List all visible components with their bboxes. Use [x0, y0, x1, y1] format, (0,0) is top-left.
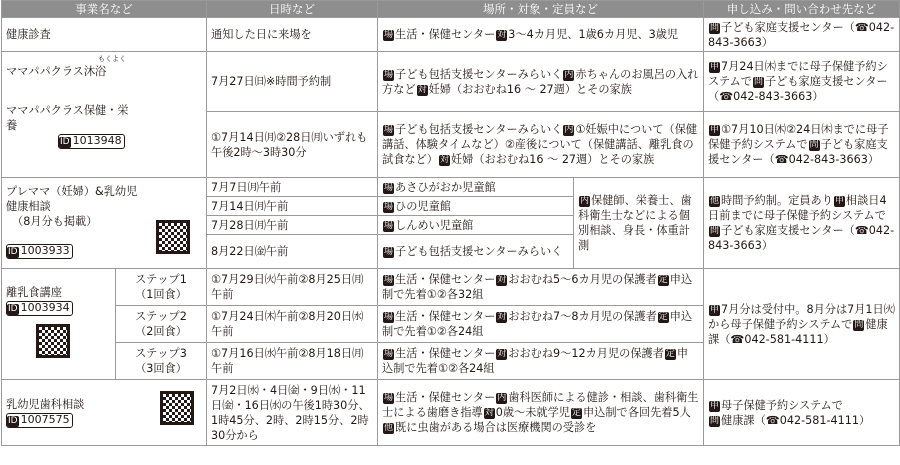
event-date: 通知した日に来場を — [207, 18, 378, 52]
event-place-target — [378, 306, 704, 343]
label-inquiry: 問 — [710, 226, 720, 236]
page-id-badge — [58, 134, 125, 149]
place-text: 生活・保健センター — [395, 273, 496, 286]
label-capacity: 定 — [658, 275, 668, 285]
label-place: 場 — [384, 125, 394, 135]
id-label: ID — [60, 137, 70, 147]
ruby-text: もくよく — [98, 55, 126, 63]
page-id: 1007575 — [20, 413, 70, 426]
header-contact: 申し込み・問い合わせ先など — [704, 1, 900, 18]
place-text: 子ども包括支援センターみらいく — [395, 67, 563, 81]
event-date: 7月27日㈰※時間予約制 — [207, 52, 378, 112]
label-apply: 申 — [710, 400, 720, 411]
qr-code-icon — [156, 220, 190, 254]
event-name — [2, 380, 207, 446]
event-place-target — [378, 52, 704, 112]
target-text: おおむね9～12カ月児の保護者 — [508, 347, 664, 360]
header-place-target: 場所・対象・定員など — [378, 1, 704, 18]
phone-number: 042-843-3663） — [733, 90, 824, 103]
table-row-mama-1 — [2, 52, 900, 112]
step-title: ステップ1 — [135, 273, 187, 286]
page-id-badge — [6, 413, 73, 428]
apply-text: 相談日4日前までに母子保健予約システムで — [708, 194, 887, 222]
phone-icon: ☎ — [719, 90, 734, 103]
content-text: ①妊娠中について（保健講話、体験タイムなど）②産後について（保健講話、離乳食の試食など） — [382, 123, 698, 166]
id-label: ID — [8, 304, 18, 314]
table-header — [2, 1, 900, 18]
capacity-text: 申込制で先着①②各32組 — [382, 273, 693, 301]
event-contact — [704, 52, 900, 112]
place-text: 生活・保健センター — [395, 310, 496, 323]
label-inquiry: 問 — [710, 415, 720, 426]
label-place: 場 — [384, 247, 394, 257]
place-text: しんめい児童館 — [395, 218, 474, 232]
contact-text: 子ども家庭支援センター（ — [708, 138, 888, 166]
table-row-kenko — [2, 18, 900, 52]
event-place — [378, 197, 574, 216]
label-content: 内 — [580, 196, 590, 206]
event-date: 7月2日㈬・4日㈮・9日㈬・11日㈮・16日㈬の午後1時30分、1時45分、2時、2時15分、2時30分から — [207, 380, 378, 446]
page-id: 1013948 — [72, 134, 122, 147]
label-target: 対 — [497, 275, 507, 285]
label-apply: 申 — [710, 62, 720, 72]
place-text: ひの児童館 — [395, 199, 451, 213]
label-inquiry: 問 — [809, 140, 819, 150]
event-place-target — [378, 343, 704, 380]
event-name-2: ママパパクラス保健・栄養 — [6, 104, 129, 132]
event-contact — [704, 18, 900, 52]
event-place-target — [378, 18, 704, 52]
apply-text: 7月24日㈭までに母子保健予約システムで — [708, 60, 888, 88]
event-place — [378, 178, 574, 197]
target-text: 0歳～未就学児 — [495, 406, 570, 419]
place-text: 子ども包括支援センターみらいく — [395, 123, 563, 136]
phone-number: 042-843-3663） — [788, 153, 880, 166]
event-content — [574, 178, 704, 269]
label-place: 場 — [384, 220, 394, 231]
phone-number: 042-581-4111） — [744, 332, 835, 346]
step-title: ステップ3 — [135, 347, 187, 360]
label-target: 対 — [417, 84, 427, 95]
apply-text: 7月分は受付中。8月分は7月1日㈫から母子保健予約システムで — [708, 302, 895, 331]
label-inquiry: 問 — [854, 319, 864, 330]
event-name-1: 乳幼児歯科相談 — [6, 398, 85, 411]
label-place: 場 — [384, 312, 394, 322]
table-row-pre-1 — [2, 178, 900, 197]
event-date: ①7月24日㈭午前②8月20日㈬午前 — [207, 306, 378, 343]
event-contact — [704, 112, 900, 178]
page-id: 1003933 — [20, 244, 70, 257]
contact-text: 健康課（ — [721, 413, 766, 427]
event-name: 健康診査 — [2, 18, 207, 52]
step-sub: （3回食） — [135, 362, 187, 375]
place-text: 子ども包括支援センターみらいく — [395, 245, 563, 258]
label-apply: 申 — [710, 125, 720, 135]
contact-text: 子ども家庭支援センター（ — [708, 75, 888, 103]
place-text: 生活・保健センター — [395, 391, 496, 404]
label-apply: 申 — [710, 304, 720, 315]
event-place — [378, 216, 574, 235]
label-place: 場 — [384, 349, 394, 359]
event-contact — [704, 178, 900, 269]
step-sub: （2回食） — [135, 325, 187, 338]
step-label — [116, 343, 207, 380]
capacity-text: 申込制で先着①②各24組 — [382, 347, 689, 375]
event-name-2: （8月分も掲載） — [12, 215, 98, 228]
step-label — [116, 269, 207, 306]
qr-code-icon — [36, 324, 70, 358]
phone-number: 042-843-3663） — [708, 224, 895, 252]
place-text: 生活・保健センター — [395, 28, 496, 41]
schedule-table — [1, 0, 900, 446]
event-name-1: 離乳食講座 — [6, 286, 62, 299]
phone-number: 042-843-3663） — [708, 20, 895, 49]
id-label: ID — [8, 416, 18, 426]
event-date: ①7月16日㈬午前②8月18日㈪午前 — [207, 343, 378, 380]
label-place: 場 — [384, 275, 394, 285]
label-content: 内 — [564, 69, 574, 80]
event-date: 7月7日㈪午前 — [207, 178, 378, 197]
capacity-text: 申込制で各回先着5人 — [582, 406, 691, 419]
label-capacity: 定 — [571, 408, 581, 418]
target-text: 妊婦（おおむね16 ～ 27週）とその家族 — [450, 153, 655, 166]
table-row-shika — [2, 380, 900, 446]
label-target: 対 — [484, 408, 494, 418]
event-name — [2, 52, 207, 178]
page-id-badge — [6, 301, 73, 316]
place-text: 生活・保健センター — [395, 347, 496, 360]
label-target: 対 — [497, 349, 507, 359]
phone-icon: ☎ — [854, 224, 869, 237]
target-text: おおむね5～6カ月児の保護者 — [508, 273, 657, 286]
header-datetime: 日時など — [207, 1, 378, 18]
label-apply: 申 — [834, 196, 844, 206]
label-target: 対 — [497, 312, 507, 322]
header-event-name: 事業名など — [2, 1, 207, 18]
label-place: 場 — [384, 393, 394, 403]
event-name — [2, 178, 207, 269]
step-title: ステップ2 — [135, 310, 187, 323]
apply-text: ①7月10日㈭②24日㈭までに母子保健予約システムで — [708, 123, 889, 151]
event-place-target — [378, 380, 704, 446]
label-other: 他 — [710, 196, 720, 206]
capacity-text: 申込制で先着①②各24組 — [382, 310, 693, 338]
step-sub: （1回食） — [135, 288, 187, 301]
phone-number: 042-581-4111） — [779, 413, 871, 427]
table-row-rinyu-1 — [2, 269, 900, 306]
content-text: 保健師、栄養士、歯科衛生士などによる個別相談、身長・体重計測 — [578, 194, 692, 252]
target-text: おおむね7～8カ月児の保護者 — [508, 310, 657, 323]
label-inquiry: 問 — [710, 22, 720, 33]
contact-text: 子ども家庭支援センター（ — [721, 224, 855, 237]
event-date: 7月28日㈪午前 — [207, 216, 378, 235]
event-name-1: プレママ（妊婦）&乳幼児健康相談 — [6, 185, 138, 213]
label-place: 場 — [384, 201, 394, 212]
page-id: 1003934 — [20, 301, 70, 314]
label-place: 場 — [384, 69, 394, 80]
label-place: 場 — [384, 30, 394, 40]
label-inquiry: 問 — [753, 77, 763, 87]
other-text: 時間予約制。定員あり — [721, 194, 833, 207]
event-date: ①7月14日㈪②28日㈪いずれも午後2時～3時30分 — [207, 112, 378, 178]
label-target: 対 — [439, 155, 449, 165]
place-text: あさひがおか児童館 — [395, 180, 496, 194]
target-text: 妊婦（おおむね16 ～ 27週）とその家族 — [428, 82, 632, 96]
id-label: ID — [8, 247, 18, 257]
contact-text: 健康課（ — [708, 317, 888, 346]
step-label — [116, 306, 207, 343]
label-content: 内 — [497, 393, 507, 403]
content-text: 赤ちゃんのお風呂の入れ方など — [382, 67, 699, 96]
event-date: 8月22日㈮午前 — [207, 235, 378, 269]
qr-code-icon — [160, 391, 194, 425]
phone-icon: ☎ — [774, 153, 789, 166]
event-date: ①7月29日㈫午前②8月25日㈪午前 — [207, 269, 378, 306]
page-id-badge — [6, 244, 73, 259]
phone-icon: ☎ — [854, 20, 869, 34]
other-text: 既に虫歯がある場合は医療機関の受診を — [395, 421, 597, 434]
event-contact — [704, 380, 900, 446]
event-date: 7月14日㈪午前 — [207, 197, 378, 216]
event-place — [378, 235, 574, 269]
phone-icon: ☎ — [765, 413, 780, 427]
label-place: 場 — [384, 182, 394, 193]
content-text: 歯科医師による健診・相談、歯科衛生士による歯磨き指導 — [382, 391, 699, 419]
label-capacity: 定 — [658, 312, 668, 322]
event-place-target — [378, 112, 704, 178]
label-other: 他 — [384, 423, 394, 433]
event-contact — [704, 269, 900, 380]
target-text: 3～4カ月児、1歳6カ月児、3歳児 — [508, 28, 679, 41]
contact-text: 子ども家庭支援センター（ — [721, 20, 855, 34]
event-name-1: ママパパクラス沐浴 — [6, 65, 107, 78]
event-name — [2, 269, 116, 380]
label-target: 対 — [497, 30, 507, 40]
event-place-target — [378, 269, 704, 306]
apply-text: 母子保健予約システムで — [721, 398, 843, 412]
phone-icon: ☎ — [730, 332, 745, 346]
label-capacity: 定 — [665, 349, 675, 359]
label-content: 内 — [564, 125, 574, 135]
